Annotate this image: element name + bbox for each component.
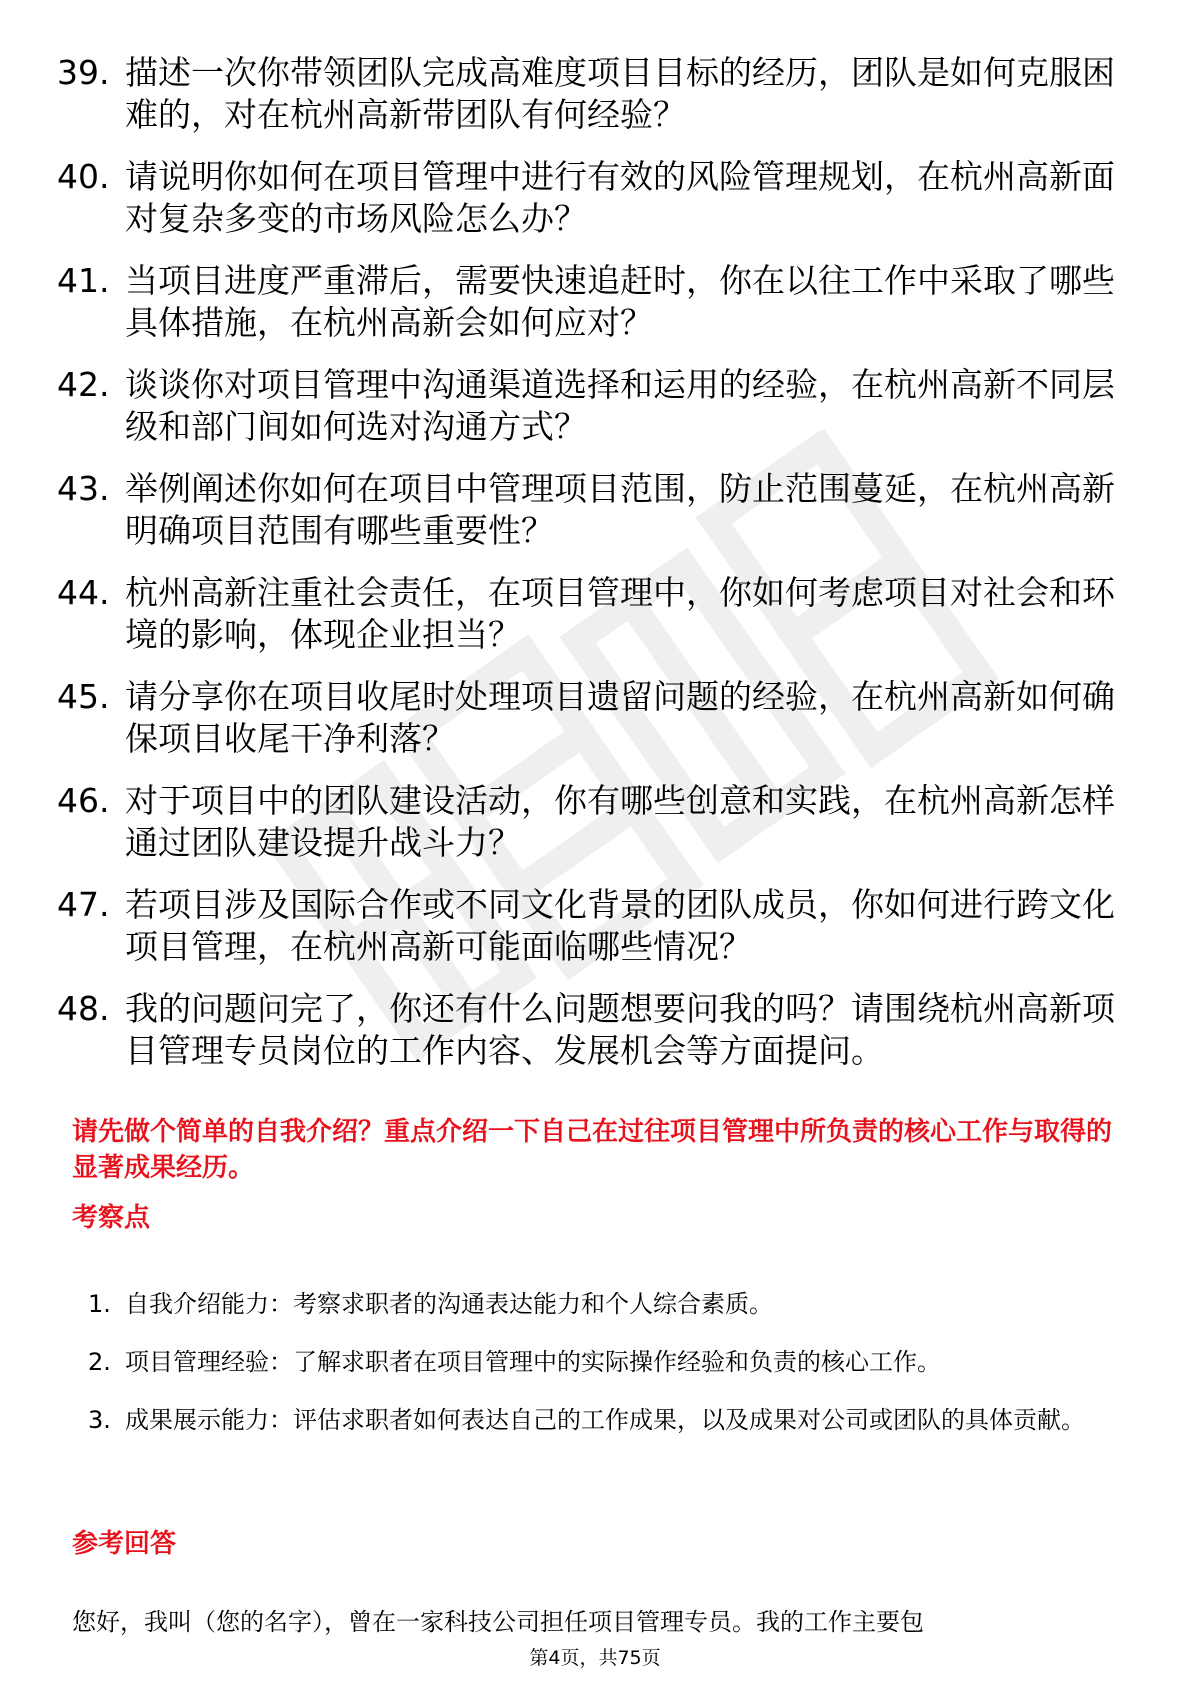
question-text: 我的问题问完了，你还有什么问题想要问我的吗？请围绕杭州高新项目管理专员岗位的工作内容、发展机会等方面提问。 [125,989,1115,1070]
list-item [0,468,1190,572]
question-number: 47. [57,885,110,924]
assessment-points [0,1275,1190,1507]
question-number: 44. [57,573,110,612]
question-text: 谈谈你对项目管理中沟通渠道选择和运用的经验，在杭州高新不同层级和部门间如何选对沟通方式？ [125,365,1115,446]
point-text: 项目管理经验：了解求职者在项目管理中的实际操作经验和负责的核心工作。 [125,1348,941,1376]
question-number: 40. [57,157,110,196]
point-text: 成果展示能力：评估求职者如何表达自己的工作成果，以及成果对公司或团队的具体贡献。 [125,1406,1085,1434]
question-text: 若项目涉及国际合作或不同文化背景的团队成员，你如何进行跨文化项目管理，在杭州高新可能面临哪些情况？ [125,885,1115,966]
question-number: 46. [57,781,110,820]
assessment-heading: 考察点 [72,1203,151,1233]
question-number: 43. [57,469,110,508]
list-item [0,884,1190,988]
question-number: 48. [57,989,110,1028]
featured-question: 请先做个简单的自我介绍？重点介绍一下自己在过往项目管理中所负责的核心工作与取得的显著成果经历。 [72,1117,1113,1183]
question-number: 42. [57,365,110,404]
list-item [0,260,1190,364]
list-item [0,156,1190,260]
point-number: 3. [88,1406,111,1434]
question-number: 39. [57,53,110,92]
question-text: 请分享你在项目收尾时处理项目遗留问题的经验，在杭州高新如何确保项目收尾干净利落？ [125,677,1115,758]
list-item [0,1333,1190,1391]
reference-answer: 您好，我叫（您的名字），曾在一家科技公司担任项目管理专员。我的工作主要包 [72,1608,924,1636]
point-number: 2. [88,1348,111,1376]
question-number: 41. [57,261,110,300]
list-item [0,1275,1190,1333]
list-item [0,780,1190,884]
reference-heading: 参考回答 [72,1529,177,1559]
page-number: 第4页，共75页 [529,1647,661,1669]
list-item [0,572,1190,676]
point-number: 1. [88,1290,111,1318]
question-text: 当项目进度严重滞后，需要快速追赶时，你在以往工作中采取了哪些具体措施，在杭州高新会如何应对？ [125,261,1115,342]
question-text: 描述一次你带领团队完成高难度项目目标的经历，团队是如何克服困难的，对在杭州高新带团队有何经验？ [125,53,1115,134]
list-item [0,52,1190,156]
list-item [0,988,1190,1092]
question-text: 请说明你如何在项目管理中进行有效的风险管理规划，在杭州高新面对复杂多变的市场风险怎么办？ [125,157,1115,238]
question-list [0,52,1190,1092]
point-text: 自我介绍能力：考察求职者的沟通表达能力和个人综合素质。 [125,1290,773,1318]
list-item [0,676,1190,780]
question-text: 杭州高新注重社会责任，在项目管理中，你如何考虑项目对社会和环境的影响，体现企业担当？ [125,573,1115,654]
question-text: 对于项目中的团队建设活动，你有哪些创意和实践，在杭州高新怎样通过团队建设提升战斗力？ [125,781,1115,862]
question-text: 举例阐述你如何在项目中管理项目范围，防止范围蔓延，在杭州高新明确项目范围有哪些重要性？ [125,469,1115,550]
list-item [0,364,1190,468]
question-number: 45. [57,677,110,716]
list-item [0,1391,1190,1507]
